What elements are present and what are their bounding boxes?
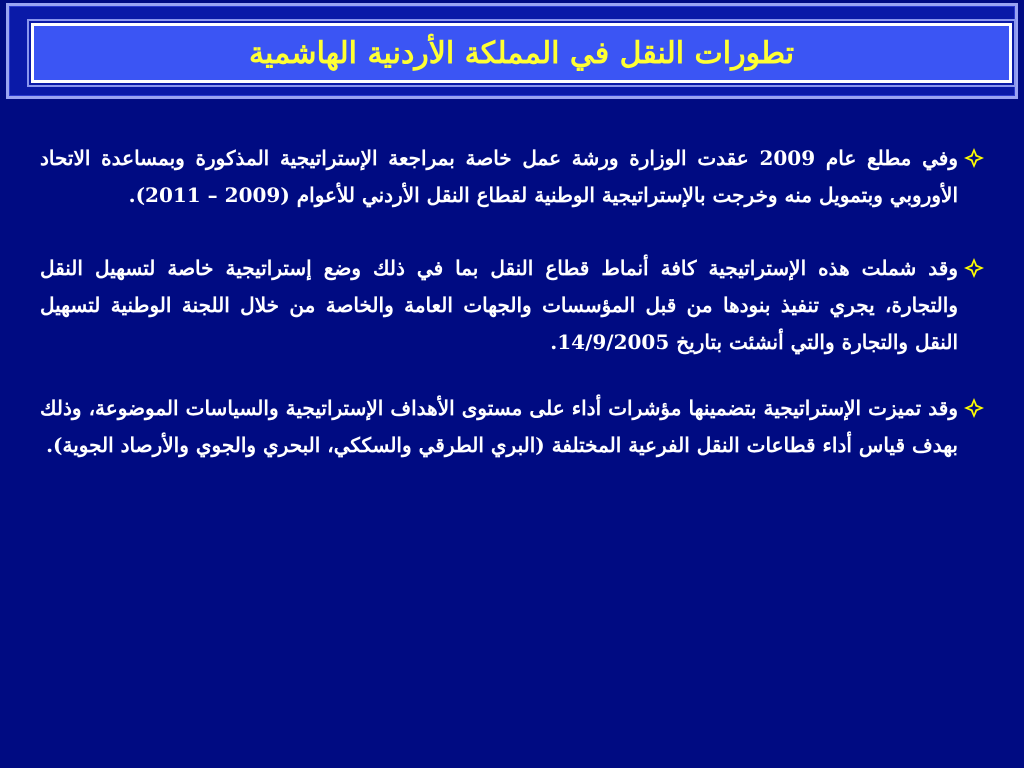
- bullet-text: وفي مطلع عام 2009 عقدت الوزارة ورشة عمل خاصة بمراجعة الإستراتيجية المذكورة وبمساعدة الاتحاد الأوروبي وبتمويل منه وخرجت بالإستراتيجية الوطنية لقطاع النقل الأردني للأعوام (2009 – 2011).: [40, 146, 958, 207]
- diamond-bullet-icon: [958, 392, 990, 426]
- title-bar: [31, 23, 1012, 83]
- bullet-item: [40, 250, 990, 361]
- diamond-bullet-icon: [958, 252, 990, 286]
- bullet-item: [40, 390, 990, 464]
- bullet-item: [40, 140, 990, 214]
- diamond-bullet-icon: [958, 142, 990, 176]
- bullet-text: وقد شملت هذه الإستراتيجية كافة أنماط قطاع النقل بما في ذلك وضع إستراتيجية خاصة لتسهيل النقل والتجارة، يجري تنفيذ بنودها من قبل المؤسسات والجهات العامة والخاصة من خلال اللجنة الوطنية لتسهيل النقل والتجارة والتي أنشئت بتاريخ 14/9/2005.: [40, 256, 958, 354]
- title-frame: [6, 3, 1018, 99]
- slide-title: تطورات النقل في المملكة الأردنية الهاشمية: [248, 35, 795, 71]
- slide-body: [40, 140, 990, 464]
- bullet-text: وقد تميزت الإستراتيجية بتضمينها مؤشرات أداء على مستوى الأهداف الإستراتيجية والسياسات الموضوعة، وذلك بهدف قياس أداء قطاعات النقل الفرعية المختلفة (البري الطرقي والسككي، البحري والجوي والأرصاد الجوية).: [40, 396, 958, 457]
